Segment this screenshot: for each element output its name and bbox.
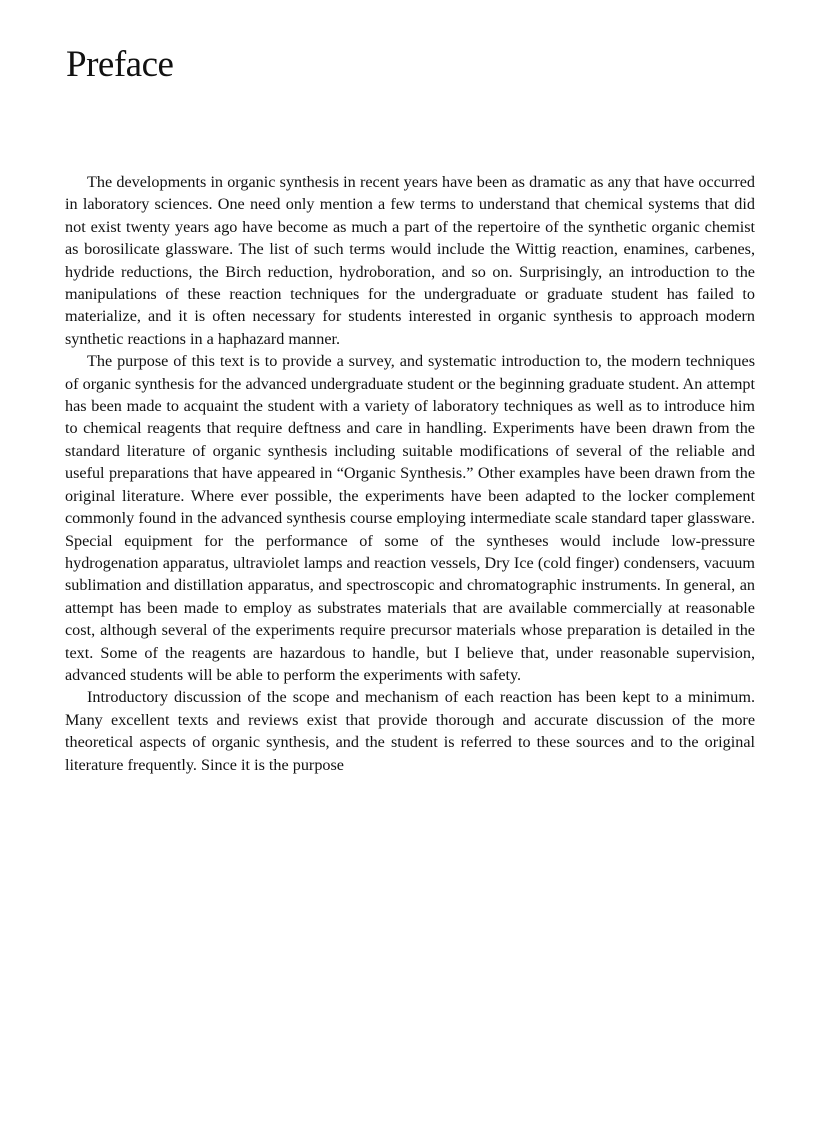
page-title: Preface [66,44,174,85]
paragraph-3: Introductory discussion of the scope and mechanism of each reaction has been kept to a minimum. Many excellent texts and reviews exist that provide thorough and accurate discussion of the more theoretical aspects of organic synthesis, and the student is referred to these sources and to the original literature frequently. Since it is the purpose [65,688,755,774]
preface-body [65,171,755,776]
paragraph-2: The purpose of this text is to provide a survey, and systematic introduction to, the modern techniques of organic synthesis for the advanced undergraduate student or the beginning graduate student. An attempt has been made to acquaint the student with a variety of laboratory techniques as well as to introduce him to chemical reagents that require deftness and care in handling. Experiments have been drawn from the standard literature of organic synthesis including suitable modifications of several of the reliable and useful preparations that have appeared in “Organic Synthesis.” Other examples have been drawn from the original literature. Where ever possible, the experiments have been adapted to the locker complement commonly found in the advanced synthesis course employing intermediate scale standard taper glassware. Special equipment for the performance of some of the syntheses would include low-pressure hydrogenation apparatus, ultraviolet lamps and reaction vessels, Dry Ice (cold finger) condensers, vacuum sublimation and distillation apparatus, and spectroscopic and chromatographic instruments. In general, an attempt has been made to employ as substrates materials that are available commercially at reasonable cost, although several of the experiments require precursor materials whose preparation is detailed in the text. Some of the reagents are hazardous to handle, but I believe that, under reasonable supervision, advanced students will be able to perform the experiments with safety. [65,352,755,684]
paragraph-1: The developments in organic synthesis in recent years have been as dramatic as any that have occurred in laboratory sciences. One need only mention a few terms to understand that chemical systems that did not exist twenty years ago have become as much a part of the repertoire of the synthetic organic chemist as borosilicate glassware. The list of such terms would include the Wittig reaction, enamines, carbenes, hydride reductions, the Birch reduction, hydroboration, and so on. Surprisingly, an introduction to the manipulations of these reaction techniques for the undergraduate or graduate student has failed to materialize, and it is often necessary for students interested in organic synthesis to approach modern synthetic reactions in a haphazard manner. [65,173,755,348]
